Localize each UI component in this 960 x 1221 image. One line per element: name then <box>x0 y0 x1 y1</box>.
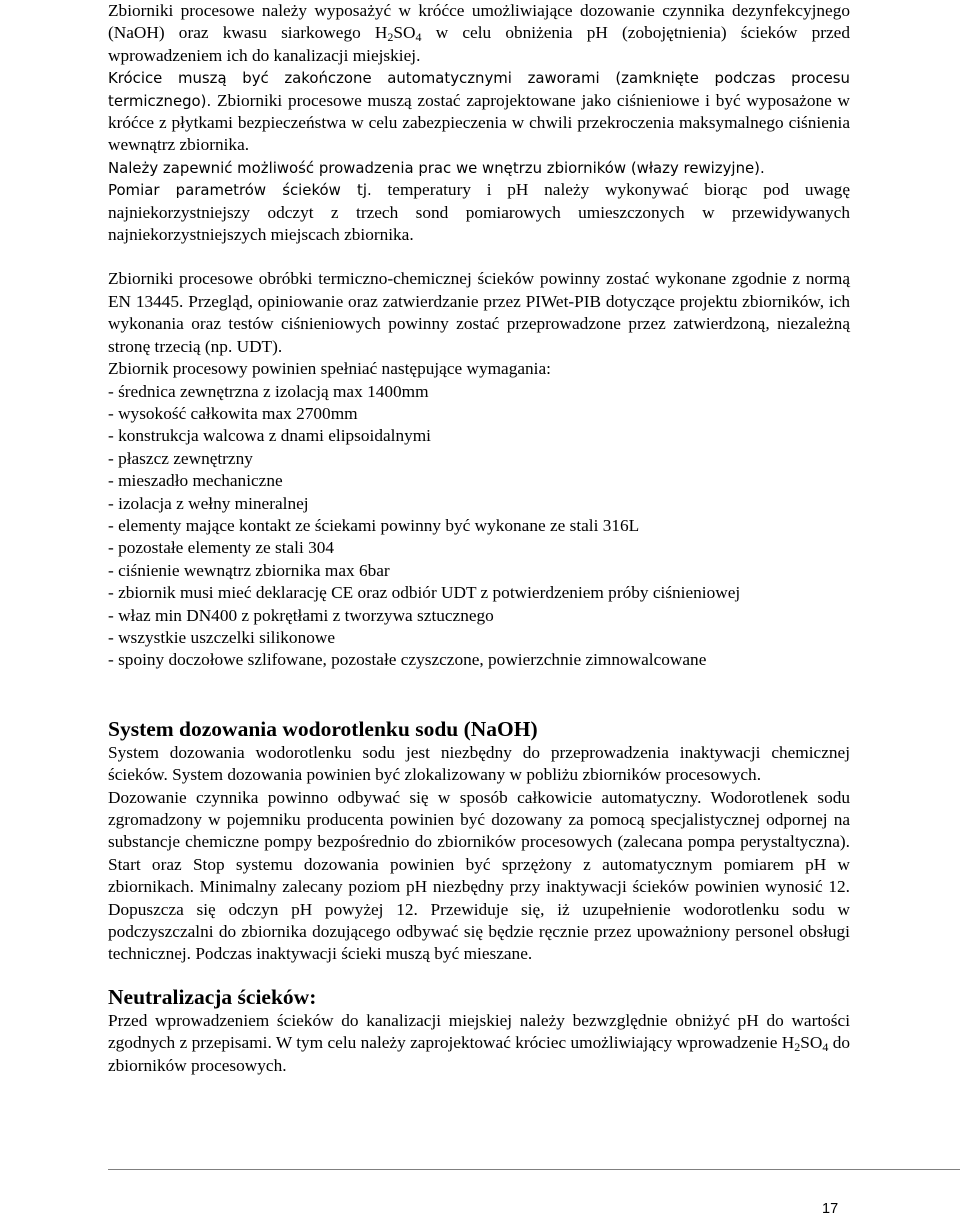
list-item: - średnica zewnętrzna z izolacją max 1400mm <box>108 381 429 401</box>
requirements-list <box>108 381 850 672</box>
dosing-paragraph-2: Dozowanie czynnika powinno odbywać się w sposób całkowicie automatyczny. Wodorotlenek sodu zgromadzony w pojemniku producenta powinien być dozowany za pomocą specjalistycznej odpornej na substancje chemiczne pompy bezpośrednio do zbiorników procesowych (zalecana pompa perystaltyczna). Start oraz Stop systemu dozowania powinien być sprzężony z automatycznym pomiarem pH w zbiornikach. Minimalny zalecany poziom pH niezbędny przy inaktywacji ścieków powinien wynosić 12. Dopuszcza się odczyn pH powyżej 12. Przewiduje się, iż uzupełnienie wodorotlenku sodu w podczyszczalni do zbiornika dozującego odbywać się będzie ręcznie przez upoważniony personel obsługi technicznej. Podczas inaktywacji ścieki muszą być mieszane. <box>108 787 850 964</box>
list-item: - spoiny doczołowe szlifowane, pozostałe czyszczone, powierzchnie zimnowalcowane <box>108 650 707 670</box>
intro-paragraph-1: Zbiorniki procesowe należy wyposażyć w króćce umożliwiające dozowanie czynnika dezynfekcyjnego (NaOH) oraz kwasu siarkowego $H_2SO_4$ w celu obniżenia pH (zobojętnienia) ścieków przed wprowadzeniem ich do kanalizacji miejskiej. <box>108 1 850 65</box>
footer-divider <box>108 1169 960 1170</box>
list-item: - konstrukcja walcowa z dnami elipsoidalnymi <box>108 426 431 446</box>
dosing-heading: System dozowania wodorotlenku sodu (NaOH) <box>108 716 538 741</box>
intro-paragraph-4: Pomiar parametrów ścieków tj. temperatury i pH należy wykonywać biorąc pod uwagę najniekorzystniejszy odczyt z trzech sond pomiarowych umieszczonych w przewidywanych najniekorzystniejszych miejscach zbiornika. <box>108 180 850 245</box>
intro-paragraph-3: Należy zapewnić możliwość prowadzenia prac we wnętrzu zbiorników (włazy rewizyjne). <box>108 158 765 177</box>
dosing-paragraph-1: System dozowania wodorotlenku sodu jest niezbędny do przeprowadzenia inaktywacji chemicznej ścieków. System dozowania powinien być zlokalizowany w pobliżu zbiorników procesowych. <box>108 742 850 785</box>
list-item: - mieszadło mechaniczne <box>108 471 283 491</box>
list-item: - elementy mające kontakt ze ściekami powinny być wykonane ze stali 316L <box>108 515 640 535</box>
requirements-intro: Zbiornik procesowy powinien spełniać następujące wymagania: <box>108 359 551 379</box>
list-item: - wszystkie uszczelki silikonowe <box>108 627 336 647</box>
list-item: - pozostałe elementy ze stali 304 <box>108 538 335 558</box>
list-item: - właz min DN400 z pokrętłami z tworzywa sztucznego <box>108 605 494 625</box>
document-page <box>108 0 850 1077</box>
page-number: 17 <box>822 1201 839 1217</box>
neutralization-paragraph: Przed wprowadzeniem ścieków do kanalizacji miejskiej należy bezwzględnie obniżyć pH do wartości zgodnych z przepisami. W tym celu należy zaprojektować króciec umożliwiający wprowadzenie $H_2SO_4$ do zbiorników procesowych. <box>108 1010 850 1075</box>
tanks-paragraph: Zbiorniki procesowe obróbki termiczno-chemicznej ścieków powinny zostać wykonane zgodnie z normą EN 13445. Przegląd, opiniowanie oraz zatwierdzanie przez PIWet-PIB dotyczące projektu zbiorników, ich wykonania oraz testów ciśnieniowych powinny zostać przeprowadzone przez zatwierdzoną, niezależną stronę trzecią (np. UDT). <box>108 269 850 356</box>
list-item: - płaszcz zewnętrzny <box>108 448 253 468</box>
neutralization-heading: Neutralizacja ścieków: <box>108 984 317 1009</box>
list-item: - wysokość całkowita max 2700mm <box>108 403 358 423</box>
intro-paragraph-2: Krócice muszą być zakończone automatycznymi zaworami (zamknięte podczas procesu termicznego). Zbiorniki procesowe muszą zostać zaprojektowane jako ciśnieniowe i być wyposażone w króćce z płytkami bezpieczeństwa w celu zabezpieczenia w chwili przekroczenia maksymalnego ciśnienia wewnątrz zbiornika. <box>108 69 850 155</box>
list-item: - ciśnienie wewnątrz zbiornika max 6bar <box>108 560 390 580</box>
list-item: - zbiornik musi mieć deklarację CE oraz odbiór UDT z potwierdzeniem próby ciśnieniowej <box>108 583 741 603</box>
list-item: - izolacja z wełny mineralnej <box>108 493 309 513</box>
